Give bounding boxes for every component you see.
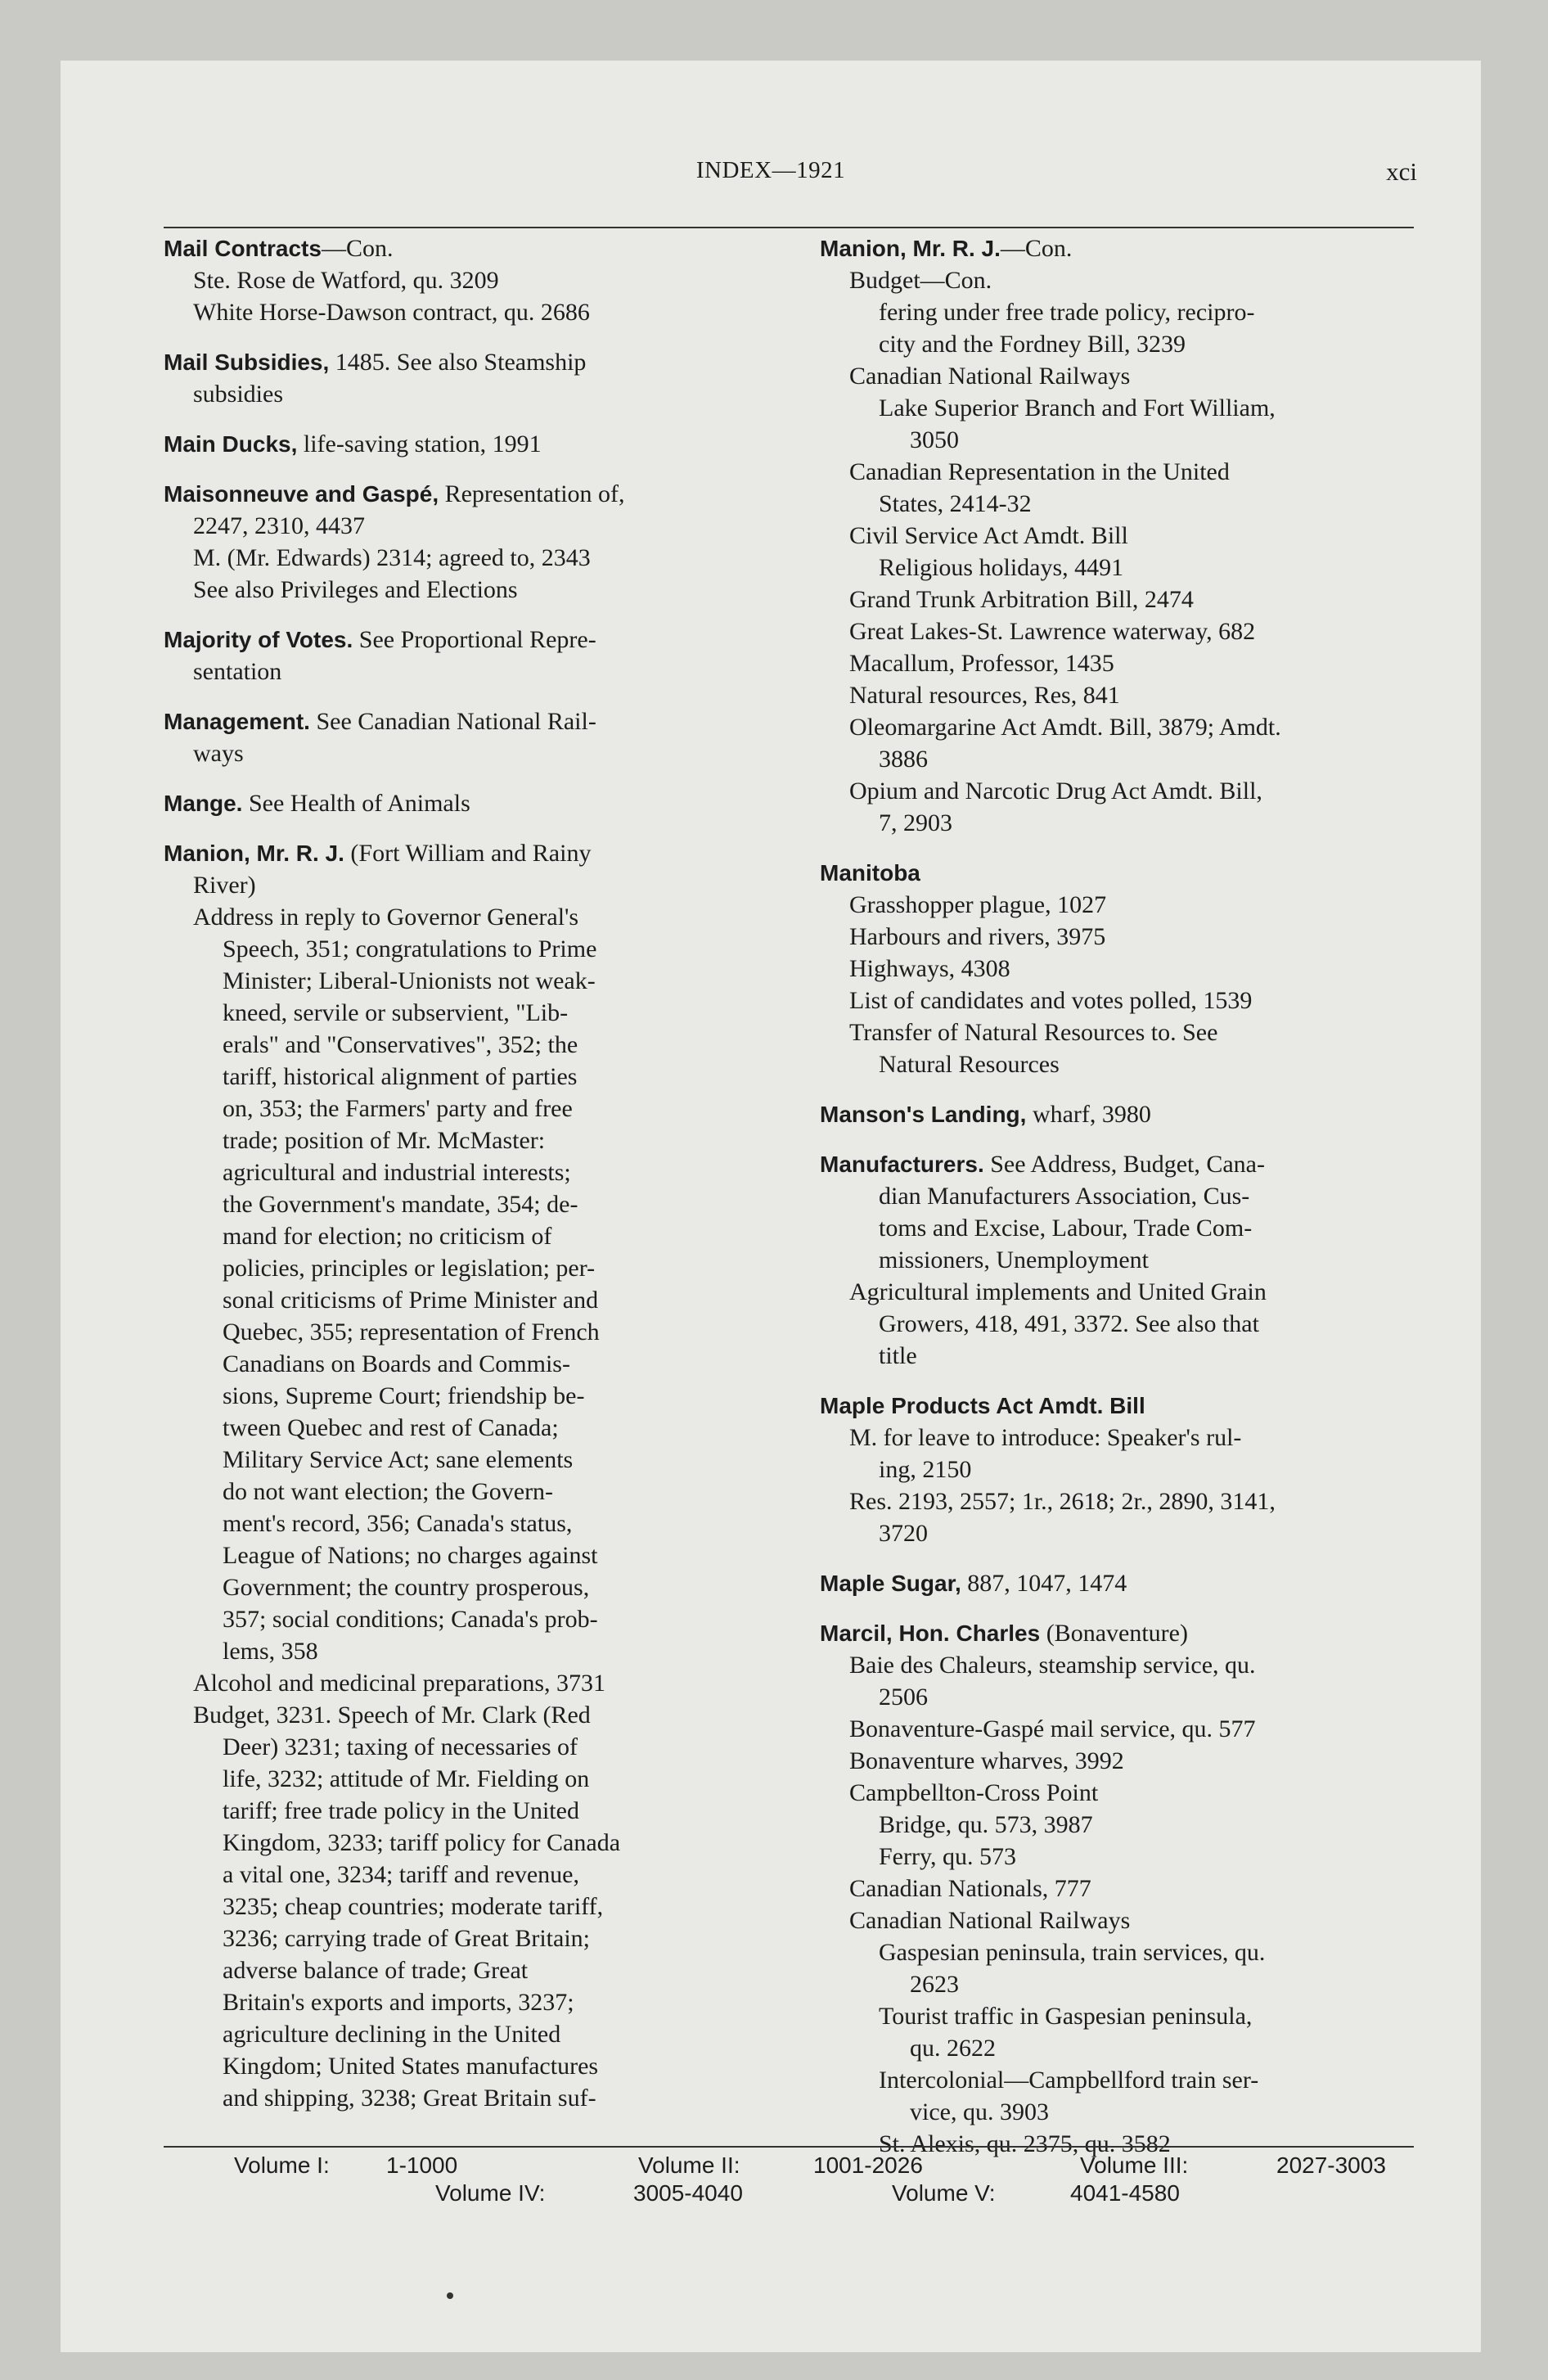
entry-subline: Tourist traffic in Gaspesian peninsula, [879,2003,1253,2030]
entry-heading-line [820,1098,1511,1130]
entry-heading: Mange. [164,791,243,816]
entry-subline: Gaspesian peninsula, train services, qu. [879,1939,1266,1966]
volume-4-label: Volume IV: [435,2180,546,2206]
entry-subline: sonal criticisms of Prime Minister and [223,1287,599,1314]
volume-2-range: 1001-2026 [813,2152,923,2178]
entry-heading-line [164,705,810,737]
entry-subline: sentation [193,658,282,685]
entry-subline: River) [193,872,256,899]
entry-subline: Intercolonial—Campbellford train ser- [879,2067,1259,2094]
volume-3-label: Volume III: [1080,2152,1189,2178]
entry-heading-rest: 887, 1047, 1474 [961,1570,1127,1597]
entry-heading: Manion, Mr. R. J. [164,841,344,866]
entry-subline: kneed, servile or subservient, "Lib- [223,999,569,1026]
entry-subline: States, 2414-32 [879,490,1032,517]
entry-heading-line [820,1148,1511,1180]
index-entry [820,857,1511,1080]
index-entry [164,787,810,819]
entry-heading-rest: See Proportional Repre- [353,626,596,653]
entry-subline: Harbours and rivers, 3975 [849,923,1106,950]
entry-spacer [164,819,810,837]
entry-subline: adverse balance of trade; Great [223,1957,529,1984]
index-entry [164,837,810,2114]
entry-subline: agriculture declining in the United [223,2021,561,2048]
entry-subline: dian Manufacturers Association, Cus- [879,1183,1250,1210]
entry-subline: tariff; free trade policy in the United [223,1797,579,1824]
entry-heading-rest: 1485. See also Steamship [329,349,587,376]
index-entry [164,232,810,328]
entry-subline: List of candidates and votes polled, 1539 [849,987,1253,1014]
volume-5-range: 4041-4580 [1070,2180,1180,2206]
entry-subline: M. for leave to introduce: Speaker's rul- [849,1424,1242,1451]
entry-subline: life, 3232; attitude of Mr. Fielding on [223,1765,590,1792]
entry-subline: Baie des Chaleurs, steamship service, qu. [849,1652,1256,1679]
index-entry [164,428,810,460]
entry-subline: M. (Mr. Edwards) 2314; agreed to, 2343 [193,544,591,571]
entry-subline: 2623 [910,1971,959,1998]
index-entry [164,624,810,687]
entry-spacer [164,460,810,478]
entry-heading-rest: (Fort William and Rainy [344,840,592,867]
page-number: xci [1386,157,1417,186]
entry-heading-rest: wharf, 3980 [1026,1101,1151,1128]
entry-spacer [164,410,810,428]
entry-heading-rest: life-saving station, 1991 [297,430,542,458]
entry-spacer [164,328,810,346]
entry-subline: Ferry, qu. 573 [879,1843,1017,1870]
entry-subline: Minister; Liberal-Unionists not weak- [223,967,596,994]
entry-subline: Grand Trunk Arbitration Bill, 2474 [849,586,1194,613]
entry-heading-rest: See Health of Animals [242,790,470,817]
entry-subline: Natural resources, Res, 841 [849,682,1120,709]
entry-subline: sions, Supreme Court; friendship be- [223,1382,585,1409]
entry-subline: Speech, 351; congratulations to Prime [223,935,597,962]
entry-heading-line [164,787,810,819]
entry-spacer [820,1130,1511,1148]
entry-subline: Kingdom; United States manufactures [223,2053,599,2080]
entry-heading-rest: (Bonaventure) [1040,1620,1188,1647]
entry-subline: Civil Service Act Amdt. Bill [849,522,1128,549]
entry-subline: Quebec, 355; representation of French [223,1318,600,1346]
entry-subline: Natural Resources [879,1051,1060,1078]
entry-heading-rest: See Canadian National Rail- [309,708,596,735]
entry-heading-line [164,232,810,264]
entry-heading-line [164,624,810,656]
entry-subline: fering under free trade policy, recipro- [879,299,1255,326]
entry-heading-rest: —Con. [1000,235,1073,262]
entry-heading: Marcil, Hon. Charles [820,1620,1041,1646]
entry-heading: Manufacturers. [820,1152,984,1177]
entry-subline: ways [193,740,244,767]
right-column [820,232,1511,2160]
entry-spacer [820,839,1511,857]
volume-1-label: Volume I: [234,2152,330,2178]
entry-subline: Canadian National Railways [849,363,1131,390]
entry-heading-rest: —Con. [321,235,394,262]
entry-subline: Res. 2193, 2557; 1r., 2618; 2r., 2890, 3141, [849,1488,1276,1515]
entry-subline: Military Service Act; sane elements [223,1446,574,1473]
entry-subline: title [879,1342,917,1369]
entry-subline: Address in reply to Governor General's [193,904,579,931]
entry-spacer [820,1080,1511,1098]
entry-subline: ment's record, 356; Canada's status, [223,1510,573,1537]
entry-spacer [820,1372,1511,1390]
entry-heading-line [820,1390,1511,1422]
entry-subline: 357; social conditions; Canada's prob- [223,1606,598,1633]
entry-subline: Canadian Nationals, 777 [849,1875,1091,1902]
entry-subline: erals" and "Conservatives", 352; the [223,1031,578,1058]
entry-subline: agricultural and industrial interests; [223,1159,571,1186]
entry-subline: policies, principles or legislation; per- [223,1255,596,1282]
entry-heading: Manson's Landing, [820,1102,1027,1127]
entry-heading-rest: See Address, Budget, Cana- [983,1151,1265,1178]
entry-subline: 2506 [879,1684,928,1711]
entry-subline: 2247, 2310, 4437 [193,512,365,539]
entry-subline: Kingdom, 3233; tariff policy for Canada [223,1829,621,1856]
entry-subline: 3236; carrying trade of Great Britain; [223,1925,591,1952]
entry-subline: Religious holidays, 4491 [879,554,1124,581]
entry-subline: subsidies [193,381,284,408]
entry-subline: Bridge, qu. 573, 3987 [879,1811,1093,1838]
page-header [61,157,1481,198]
entry-heading-line [820,1567,1511,1599]
index-entry [820,232,1511,839]
entry-subline: a vital one, 3234; tariff and revenue, [223,1861,579,1888]
volume-1-range: 1-1000 [386,2152,458,2178]
entry-subline: tween Quebec and rest of Canada; [223,1414,559,1441]
footer-rule [164,2146,1414,2148]
print-speck [447,2292,453,2299]
entry-subline: Great Lakes-St. Lawrence waterway, 682 [849,618,1256,645]
index-entry [820,1390,1511,1549]
entry-subline: missioners, Unemployment [879,1246,1149,1273]
entry-heading: Maple Sugar, [820,1571,961,1596]
entry-subline: Canadians on Boards and Commis- [223,1350,570,1377]
entry-heading-line [164,837,810,869]
entry-subline: qu. 2622 [910,2035,996,2062]
entry-subline: trade; position of Mr. McMaster: [223,1127,546,1154]
index-entry [820,1098,1511,1130]
entry-subline: mand for election; no criticism of [223,1223,552,1250]
index-entry [164,346,810,410]
entry-heading: Management. [164,709,310,734]
running-title: INDEX—1921 [695,157,846,183]
entry-spacer [820,1599,1511,1617]
entry-heading-line [164,428,810,460]
volume-4-range: 3005-4040 [633,2180,743,2206]
entry-subline: Lake Superior Branch and Fort William, [879,394,1276,421]
entry-subline: Budget, 3231. Speech of Mr. Clark (Red [193,1702,591,1729]
volume-3-range: 2027-3003 [1276,2152,1386,2178]
entry-spacer [164,606,810,624]
entry-subline: Ste. Rose de Watford, qu. 3209 [193,267,499,294]
entry-subline: the Government's mandate, 354; de- [223,1191,578,1218]
entry-subline: vice, qu. 3903 [910,2098,1049,2125]
entry-heading-line [820,1617,1511,1649]
entry-heading: Majority of Votes. [164,627,353,652]
volume-5-label: Volume V: [892,2180,996,2206]
entry-subline: League of Nations; no charges against [223,1542,598,1569]
entry-subline: on, 353; the Farmers' party and free [223,1095,573,1122]
entry-subline: Canadian Representation in the United [849,458,1230,485]
entry-subline: St. Alexis, qu. 2375, qu. 3582 [879,2130,1171,2157]
entry-subline: Opium and Narcotic Drug Act Amdt. Bill, [849,778,1262,805]
entry-subline: toms and Excise, Labour, Trade Com- [879,1215,1253,1242]
index-entry [820,1148,1511,1372]
entry-heading: Main Ducks, [164,431,298,457]
entry-subline: Transfer of Natural Resources to. See [849,1019,1218,1046]
entry-heading-line [164,478,810,510]
entry-heading: Maisonneuve and Gaspé, [164,481,439,507]
entry-subline: Bonaventure-Gaspé mail service, qu. 577 [849,1715,1256,1742]
left-column [164,232,810,2114]
entry-heading-line [820,857,1511,889]
entry-subline: Budget—Con. [849,267,992,294]
index-entry [820,1567,1511,1599]
index-entry [820,1617,1511,2160]
entry-subline: do not want election; the Govern- [223,1478,554,1505]
entry-heading: Mail Contracts [164,236,322,261]
entry-subline: Growers, 418, 491, 3372. See also that [879,1310,1259,1337]
entry-subline: Deer) 3231; taxing of necessaries of [223,1733,578,1760]
entry-spacer [164,769,810,787]
entry-subline: Macallum, Professor, 1435 [849,650,1114,677]
entry-subline: and shipping, 3238; Great Britain suf- [223,2085,596,2112]
entry-heading: Maple Products Act Amdt. Bill [820,1393,1145,1418]
entry-heading-rest: Representation of, [439,480,625,507]
entry-subline: Canadian National Railways [849,1907,1131,1934]
entry-subline: lems, 358 [223,1638,318,1665]
entry-subline: Grasshopper plague, 1027 [849,891,1107,918]
entry-subline: Britain's exports and imports, 3237; [223,1989,574,2016]
entry-heading: Mail Subsidies, [164,349,330,375]
index-entry [164,705,810,769]
entry-subline: Agricultural implements and United Grain [849,1278,1267,1305]
header-rule [164,227,1414,228]
entry-subline: 7, 2903 [879,809,952,836]
entry-heading: Manion, Mr. R. J. [820,236,1001,261]
entry-subline: 3050 [910,426,959,453]
entry-spacer [164,687,810,705]
entry-subline: Highways, 4308 [849,955,1010,982]
entry-subline: 3720 [879,1520,928,1547]
entry-subline: Bonaventure wharves, 3992 [849,1747,1124,1774]
entry-subline: 3886 [879,746,928,773]
index-page [61,61,1481,2352]
entry-subline: city and the Fordney Bill, 3239 [879,331,1186,358]
volume-2-label: Volume II: [638,2152,740,2178]
entry-subline: Alcohol and medicinal preparations, 3731 [193,1670,606,1697]
entry-subline: 3235; cheap countries; moderate tariff, [223,1893,604,1920]
entry-subline: ing, 2150 [879,1456,972,1483]
entry-subline: See also Privileges and Elections [193,576,518,603]
entry-subline: Government; the country prosperous, [223,1574,590,1601]
entry-heading-line [820,232,1511,264]
entry-spacer [820,1549,1511,1567]
entry-heading: Manitoba [820,860,920,886]
index-entry [164,478,810,606]
entry-subline: White Horse-Dawson contract, qu. 2686 [193,299,590,326]
entry-subline: Campbellton-Cross Point [849,1779,1099,1806]
entry-subline: Oleomargarine Act Amdt. Bill, 3879; Amdt. [849,714,1281,741]
entry-subline: tariff, historical alignment of parties [223,1063,578,1090]
entry-heading-line [164,346,810,378]
